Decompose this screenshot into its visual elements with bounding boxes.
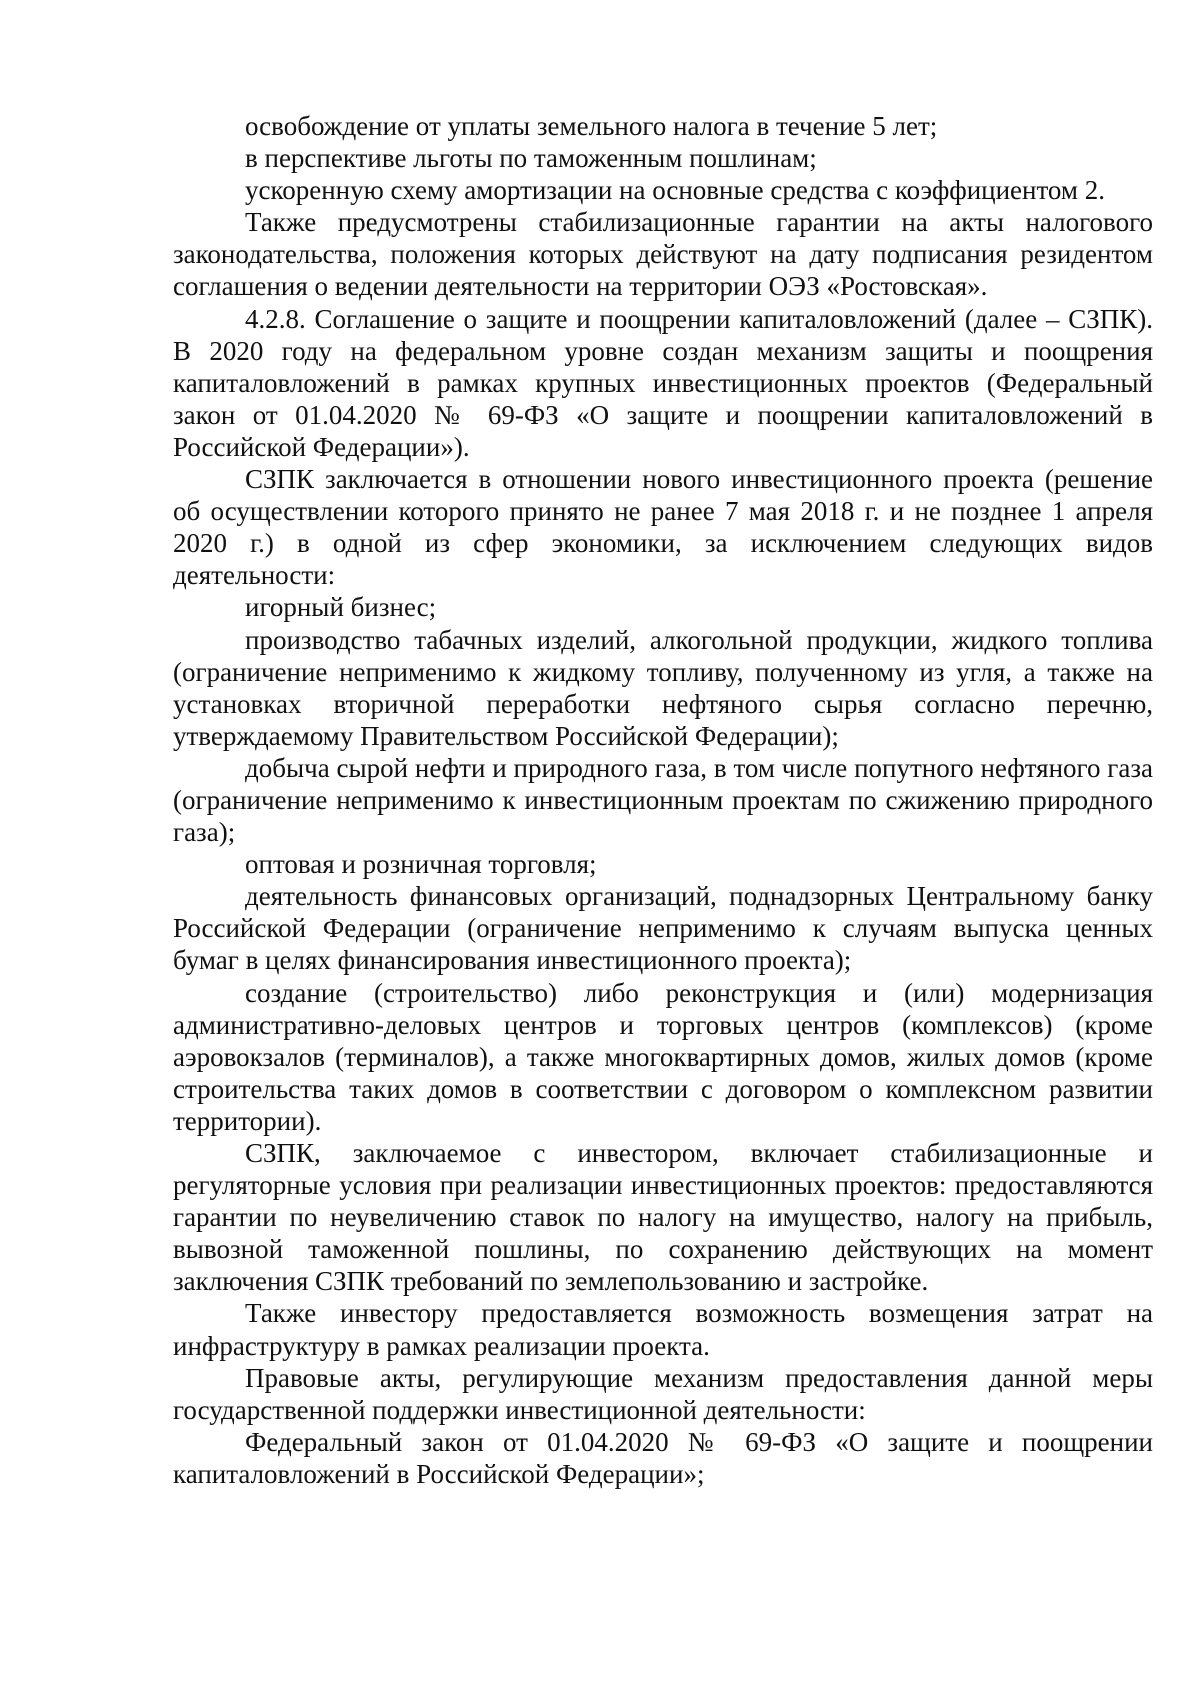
paragraph-szpk-conclusion: СЗПК заключается в отношении нового инвестиционного проекта (решение об осуществлении которого принято не ранее 7 мая 2018 г. и не позднее 1 апреля 2020 г.) в одной из сфер экономики, за исключением следующих видов деятельности: bbox=[173, 464, 1153, 591]
list-item-gambling: игорный бизнес; bbox=[245, 592, 437, 623]
paragraph-federal-law: Федеральный закон от 01.04.2020 № 69-ФЗ «О защите и поощрении капиталовложений в Российской Федерации»; bbox=[173, 1426, 1153, 1489]
list-item-oil-gas-extraction: добыча сырой нефти и природного газа, в том числе попутного нефтяного газа (ограничение неприменимо к инвестиционным проектам по сжижению природного газа); bbox=[173, 752, 1153, 848]
paragraph-section-4-2-8: 4.2.8. Соглашение о защите и поощрении капиталовложений (далее – СЗПК). В 2020 году на федеральном уровне создан механизм защиты и поощрения капиталовложений в рамках крупных инвестиционных проектов (Федеральный закон от 01.04.2020 № 69-ФЗ «О защите и поощрении капиталовложений в Российской Федерации»). bbox=[173, 303, 1153, 462]
list-item-financial-organizations: деятельность финансовых организаций, поднадзорных Центральному банку Российской Федерации (ограничение неприменимо к случаям выпуска ценных бумаг в целях финансирования инвестиционного проекта); bbox=[173, 881, 1153, 976]
paragraph-accelerated-depreciation: ускоренную схему амортизации на основные средства с коэффициентом 2. bbox=[245, 175, 1106, 206]
document-body bbox=[173, 110, 1153, 1490]
paragraph-legal-acts: Правовые акты, регулирующие механизм предоставления данной меры государственной поддержки инвестиционной деятельности: bbox=[173, 1362, 1153, 1425]
list-item-construction: создание (строительство) либо реконструкция и (или) модернизация административно-деловых центров и торговых центров (комплексов) (кроме аэровокзалов (терминалов), а также многоквартирных домов, жилых домов (кроме строительства таких домов в соответствии с договором о комплексном развитии территории). bbox=[173, 977, 1153, 1136]
paragraph-infrastructure-compensation: Также инвестору предоставляется возможность возмещения затрат на инфраструктуру в рамках реализации проекта. bbox=[173, 1298, 1153, 1361]
paragraph-stabilization-guarantees: Также предусмотрены стабилизационные гарантии на акты налогового законодательства, положения которых действуют на дату подписания резидентом соглашения о ведении деятельности на территории ОЭЗ «Ростовская». bbox=[173, 207, 1153, 302]
list-item-tobacco-alcohol-fuel: производство табачных изделий, алкогольной продукции, жидкого топлива (ограничение неприменимо к жидкому топливу, полученному из угля, а также на установках вторичной переработки нефтяного сырья согласно перечню, утверждаемому Правительством Российской Федерации); bbox=[173, 624, 1153, 751]
paragraph-customs-benefits: в перспективе льготы по таможенным пошлинам; bbox=[245, 143, 817, 174]
paragraph-szpk-conditions: СЗПК, заключаемое с инвестором, включает стабилизационные и регуляторные условия при реализации инвестиционных проектов: предоставляются гарантии по неувеличению ставок по налогу на имущество, налогу на прибыль, вывозной таможенной пошлины, по сохранению действующих на момент заключения СЗПК требований по землепользованию и застройке. bbox=[173, 1138, 1153, 1297]
list-item-trade: оптовая и розничная торговля; bbox=[245, 849, 597, 880]
paragraph-land-tax-exemption: освобождение от уплаты земельного налога в течение 5 лет; bbox=[245, 111, 938, 141]
